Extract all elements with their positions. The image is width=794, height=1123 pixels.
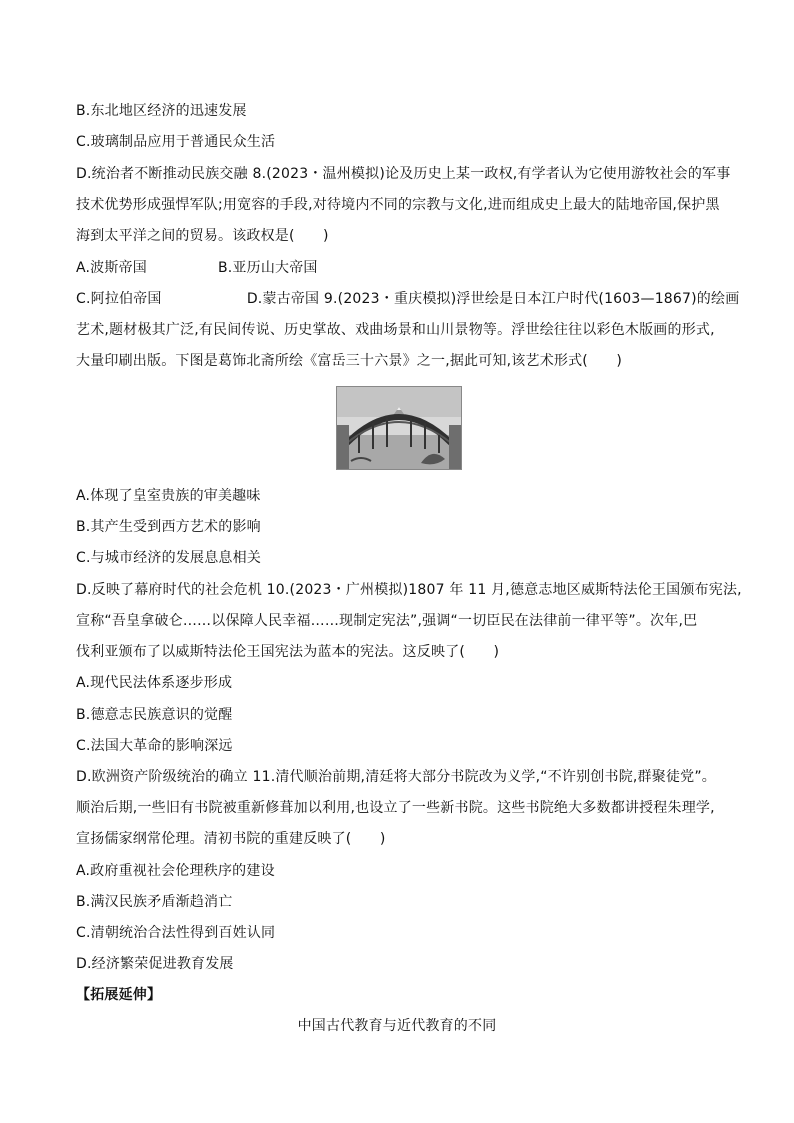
question-line: D.统治者不断推动民族交融 8.(2023・温州模拟)论及历史上某一政权,有学者认为它使用游牧社会的军事 <box>76 166 731 182</box>
option-line: A.波斯帝国 B.亚历山大帝国 <box>76 260 318 276</box>
option-line: B.德意志民族意识的觉醒 <box>76 707 233 723</box>
question-line: 顺治后期,一些旧有书院被重新修葺加以利用,也设立了一些新书院。这些书院绝大多数都讲授程朱理学, <box>76 800 715 816</box>
option-line: C.与城市经济的发展息息相关 <box>76 550 262 566</box>
option-line: C.玻璃制品应用于普通民众生活 <box>76 134 276 150</box>
question-line: 宣扬儒家纲常伦理。清初书院的重建反映了( ) <box>76 831 386 847</box>
option-line: B.东北地区经济的迅速发展 <box>76 103 247 119</box>
option-line: D.经济繁荣促进教育发展 <box>76 956 234 972</box>
question-line: 海到太平洋之间的贸易。该政权是( ) <box>76 228 329 244</box>
option-line: C.法国大革命的影响深远 <box>76 738 233 754</box>
ukiyoe-bridge-illustration <box>337 387 461 469</box>
option-line: B.其产生受到西方艺术的影响 <box>76 519 261 535</box>
option-line: C.清朝统治合法性得到百姓认同 <box>76 925 276 941</box>
section-title: 中国古代教育与近代教育的不同 <box>297 1018 497 1034</box>
question-line: 伐利亚颁布了以威斯特法伦王国宪法为蓝本的宪法。这反映了( ) <box>76 644 500 660</box>
question-line: C.阿拉伯帝国 D.蒙古帝国 9.(2023・重庆模拟)浮世绘是日本江户时代(1603—1867)的绘画 <box>76 291 740 307</box>
question-line: 艺术,题材极其广泛,有民间传说、历史掌故、戏曲场景和山川景物等。浮世绘往往以彩色木版画的形式, <box>76 322 715 338</box>
option-line: A.现代民法体系逐步形成 <box>76 675 233 691</box>
question-line: 宣称“吾皇拿破仑……以保障人民幸福……现制定宪法”,强调“一切臣民在法律前一律平等”。次年,巴 <box>76 613 698 629</box>
option-line: B.满汉民族矛盾渐趋消亡 <box>76 894 233 910</box>
ukiyoe-bridge-image <box>336 386 462 470</box>
option-line: A.体现了皇室贵族的审美趣味 <box>76 488 261 504</box>
option-line: A.政府重视社会伦理秩序的建设 <box>76 863 275 879</box>
section-label: 【拓展延伸】 <box>76 987 162 1003</box>
question-line: 技术优势形成强悍军队;用宽容的手段,对待境内不同的宗教与文化,进而组成史上最大的陆地帝国,保护黑 <box>76 197 720 213</box>
question-line: 大量印刷出版。下图是葛饰北斋所绘《富岳三十六景》之一,据此可知,该艺术形式( ) <box>76 353 623 369</box>
question-line: D.反映了幕府时代的社会危机 10.(2023・广州模拟)1807 年 11 月,德意志地区威斯特法伦王国颁布宪法, <box>76 582 742 598</box>
question-line: D.欧洲资产阶级统治的确立 11.清代顺治前期,清廷将大部分书院改为义学,“不许别创书院,群聚徒党”。 <box>76 769 716 785</box>
